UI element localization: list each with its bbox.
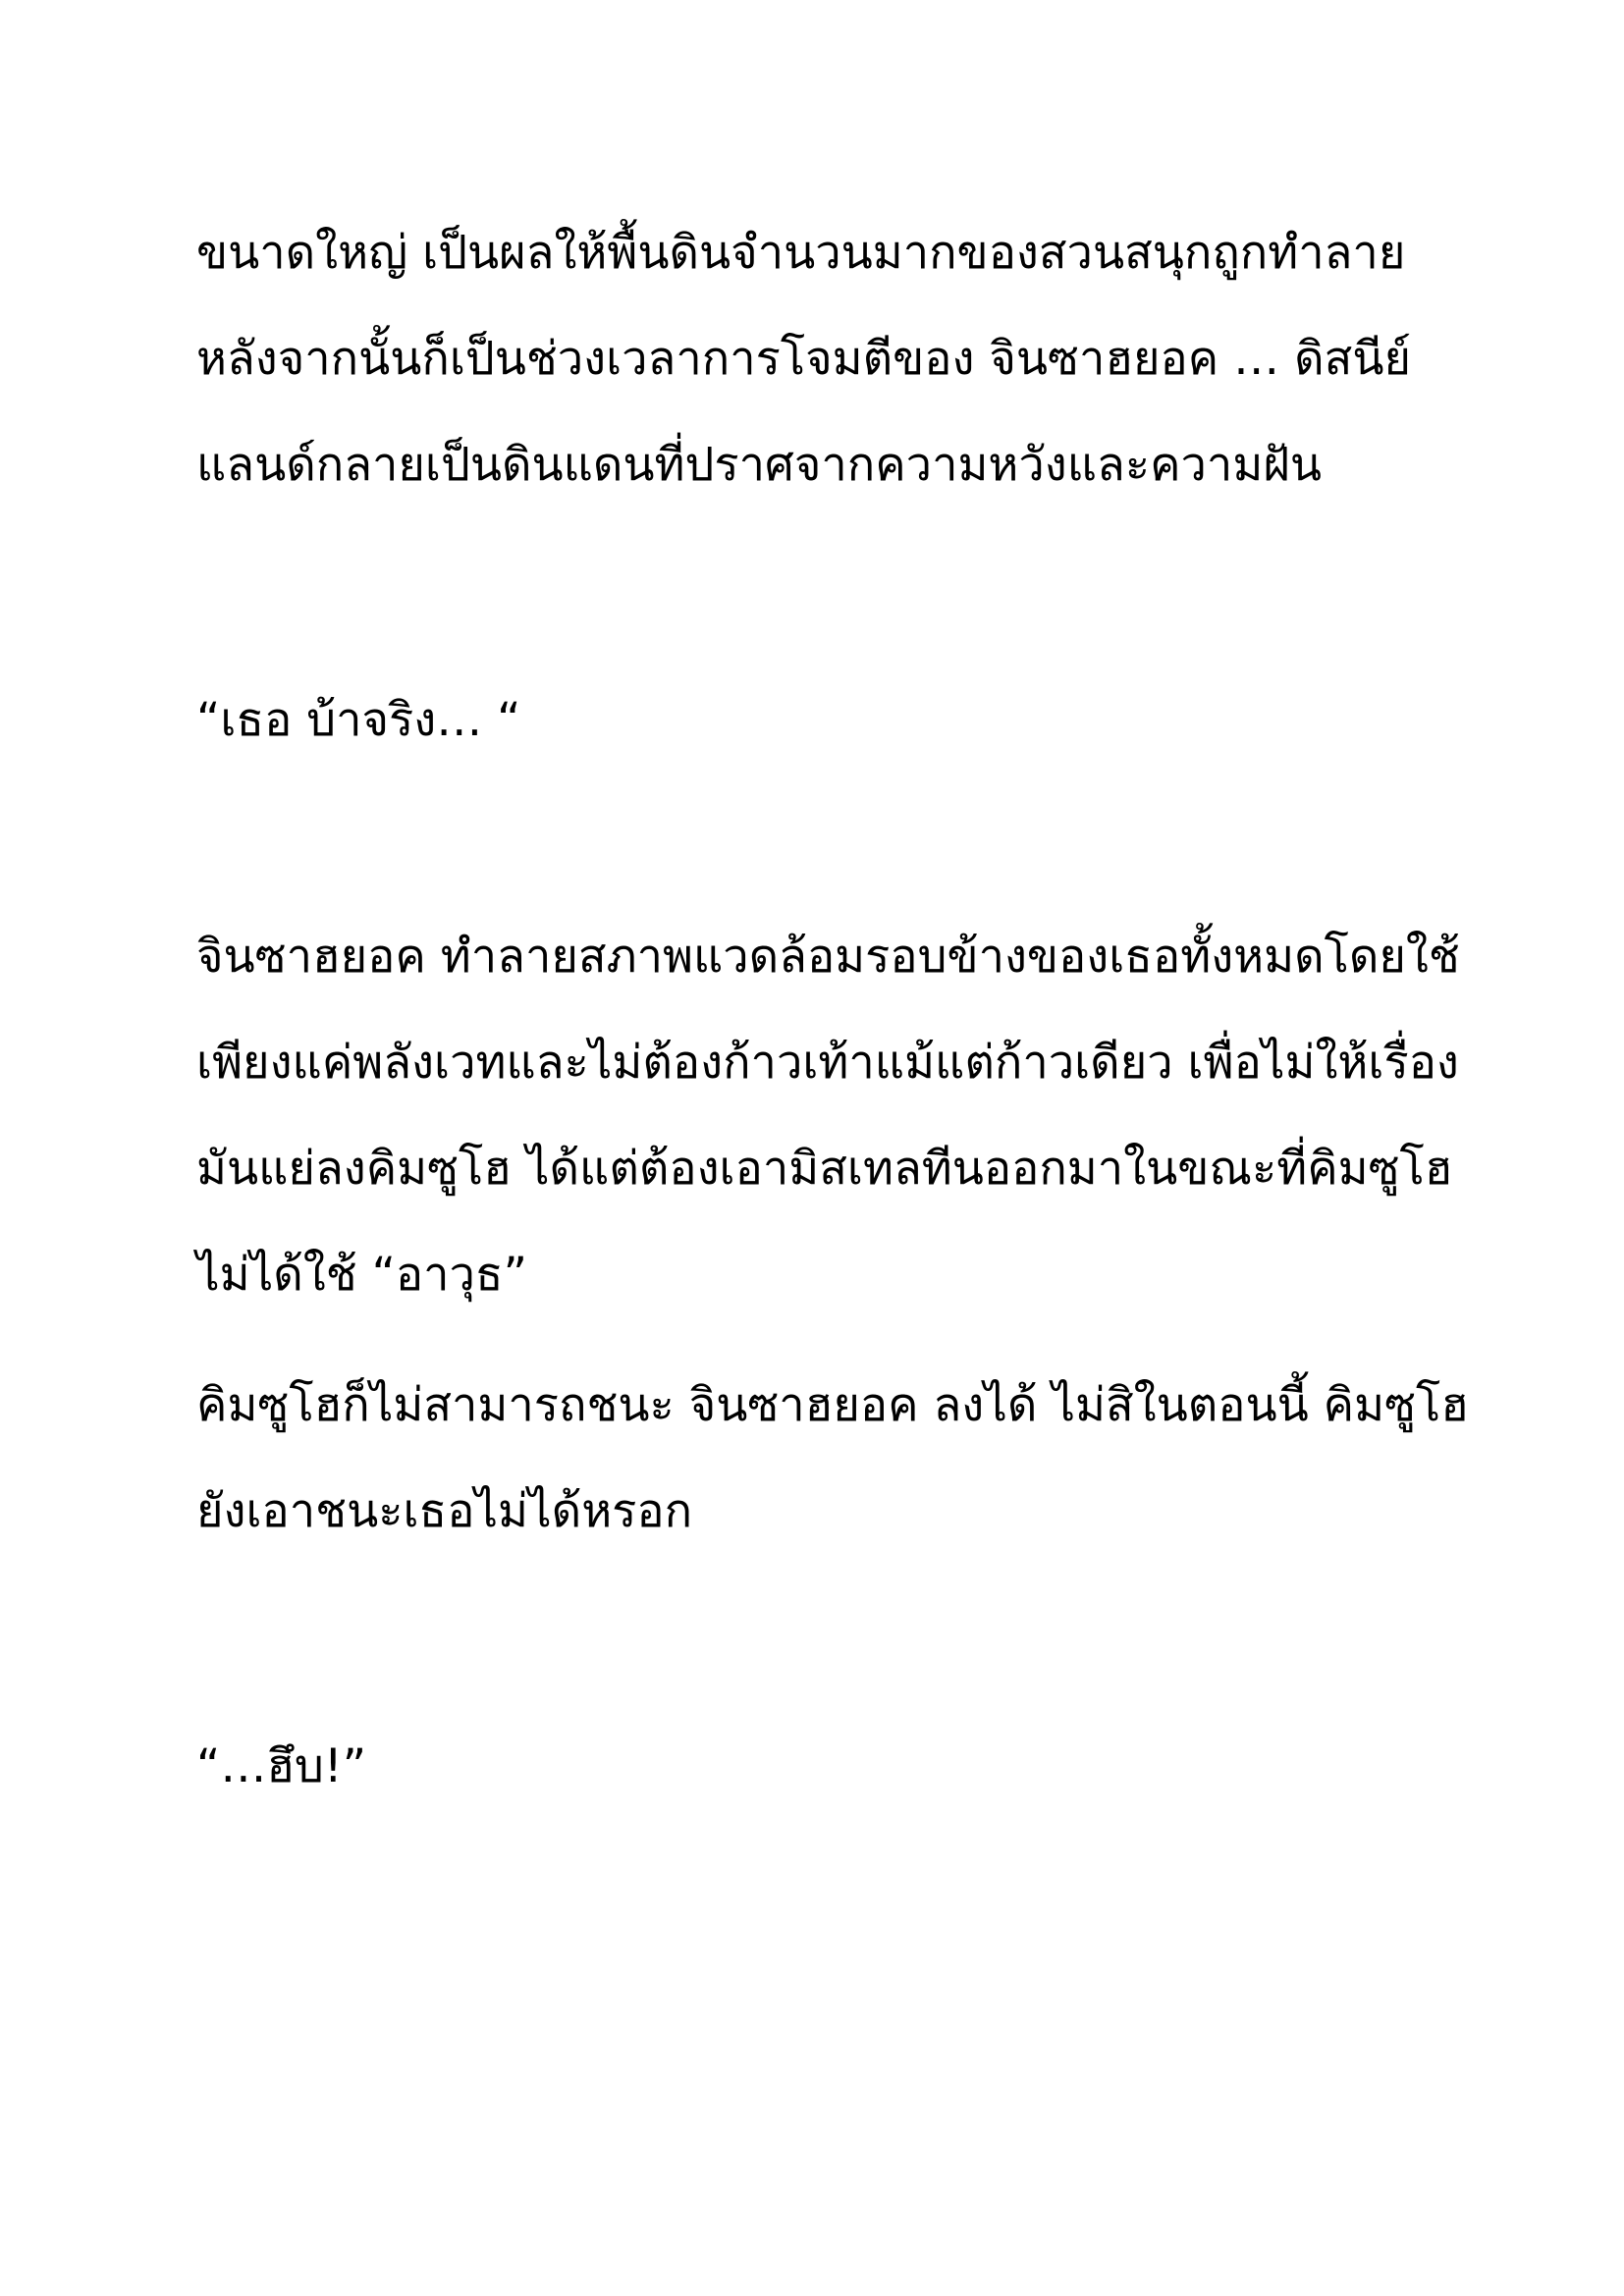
dialogue-1: “เธอ บ้าจริง… “	[196, 693, 521, 747]
paragraph-1-line-2: หลังจากนั้นก็เป็นช่วงเวลาการโจมตีของ จินซาฮยอค … ดิสนีย์	[196, 332, 1411, 386]
paragraph-1-line-3: แลนด์กลายเป็นดินแดนที่ปราศจากความหวังและความฝัน	[196, 438, 1322, 492]
paragraph-1-line-1: ขนาดใหญ่ เป็นผลให้พื้นดินจำนวนมากของสวนสนุกถูกทำลาย	[196, 226, 1406, 280]
paragraph-3-line-1: คิมซูโฮก็ไม่สามารถชนะ จินซาฮยอค ลงได้ ไม่สิในตอนนี้ คิมซูโฮ	[196, 1378, 1469, 1432]
dialogue-2: “…ฮึบ!”	[196, 1739, 367, 1793]
paragraph-2-line-3: มันแย่ลงคิมซูโฮ ได้แต่ต้องเอามิสเทลทีนออกมาในขณะที่คิมซูโฮ	[196, 1142, 1453, 1196]
paragraph-3-line-2: ยังเอาชนะเธอไม่ได้หรอก	[196, 1484, 693, 1538]
paragraph-2-line-1: จินซาฮยอค ทำลายสภาพแวดล้อมรอบข้างของเธอทั้งหมดโดยใช้	[196, 930, 1460, 984]
paragraph-2-line-4: ไม่ได้ใช้ “อาวุธ”	[196, 1248, 527, 1302]
paragraph-2-line-2: เพียงแค่พลังเวทและไม่ต้องก้าวเท้าแม้แต่ก้าวเดียว เพื่อไม่ให้เรื่อง	[196, 1036, 1459, 1090]
